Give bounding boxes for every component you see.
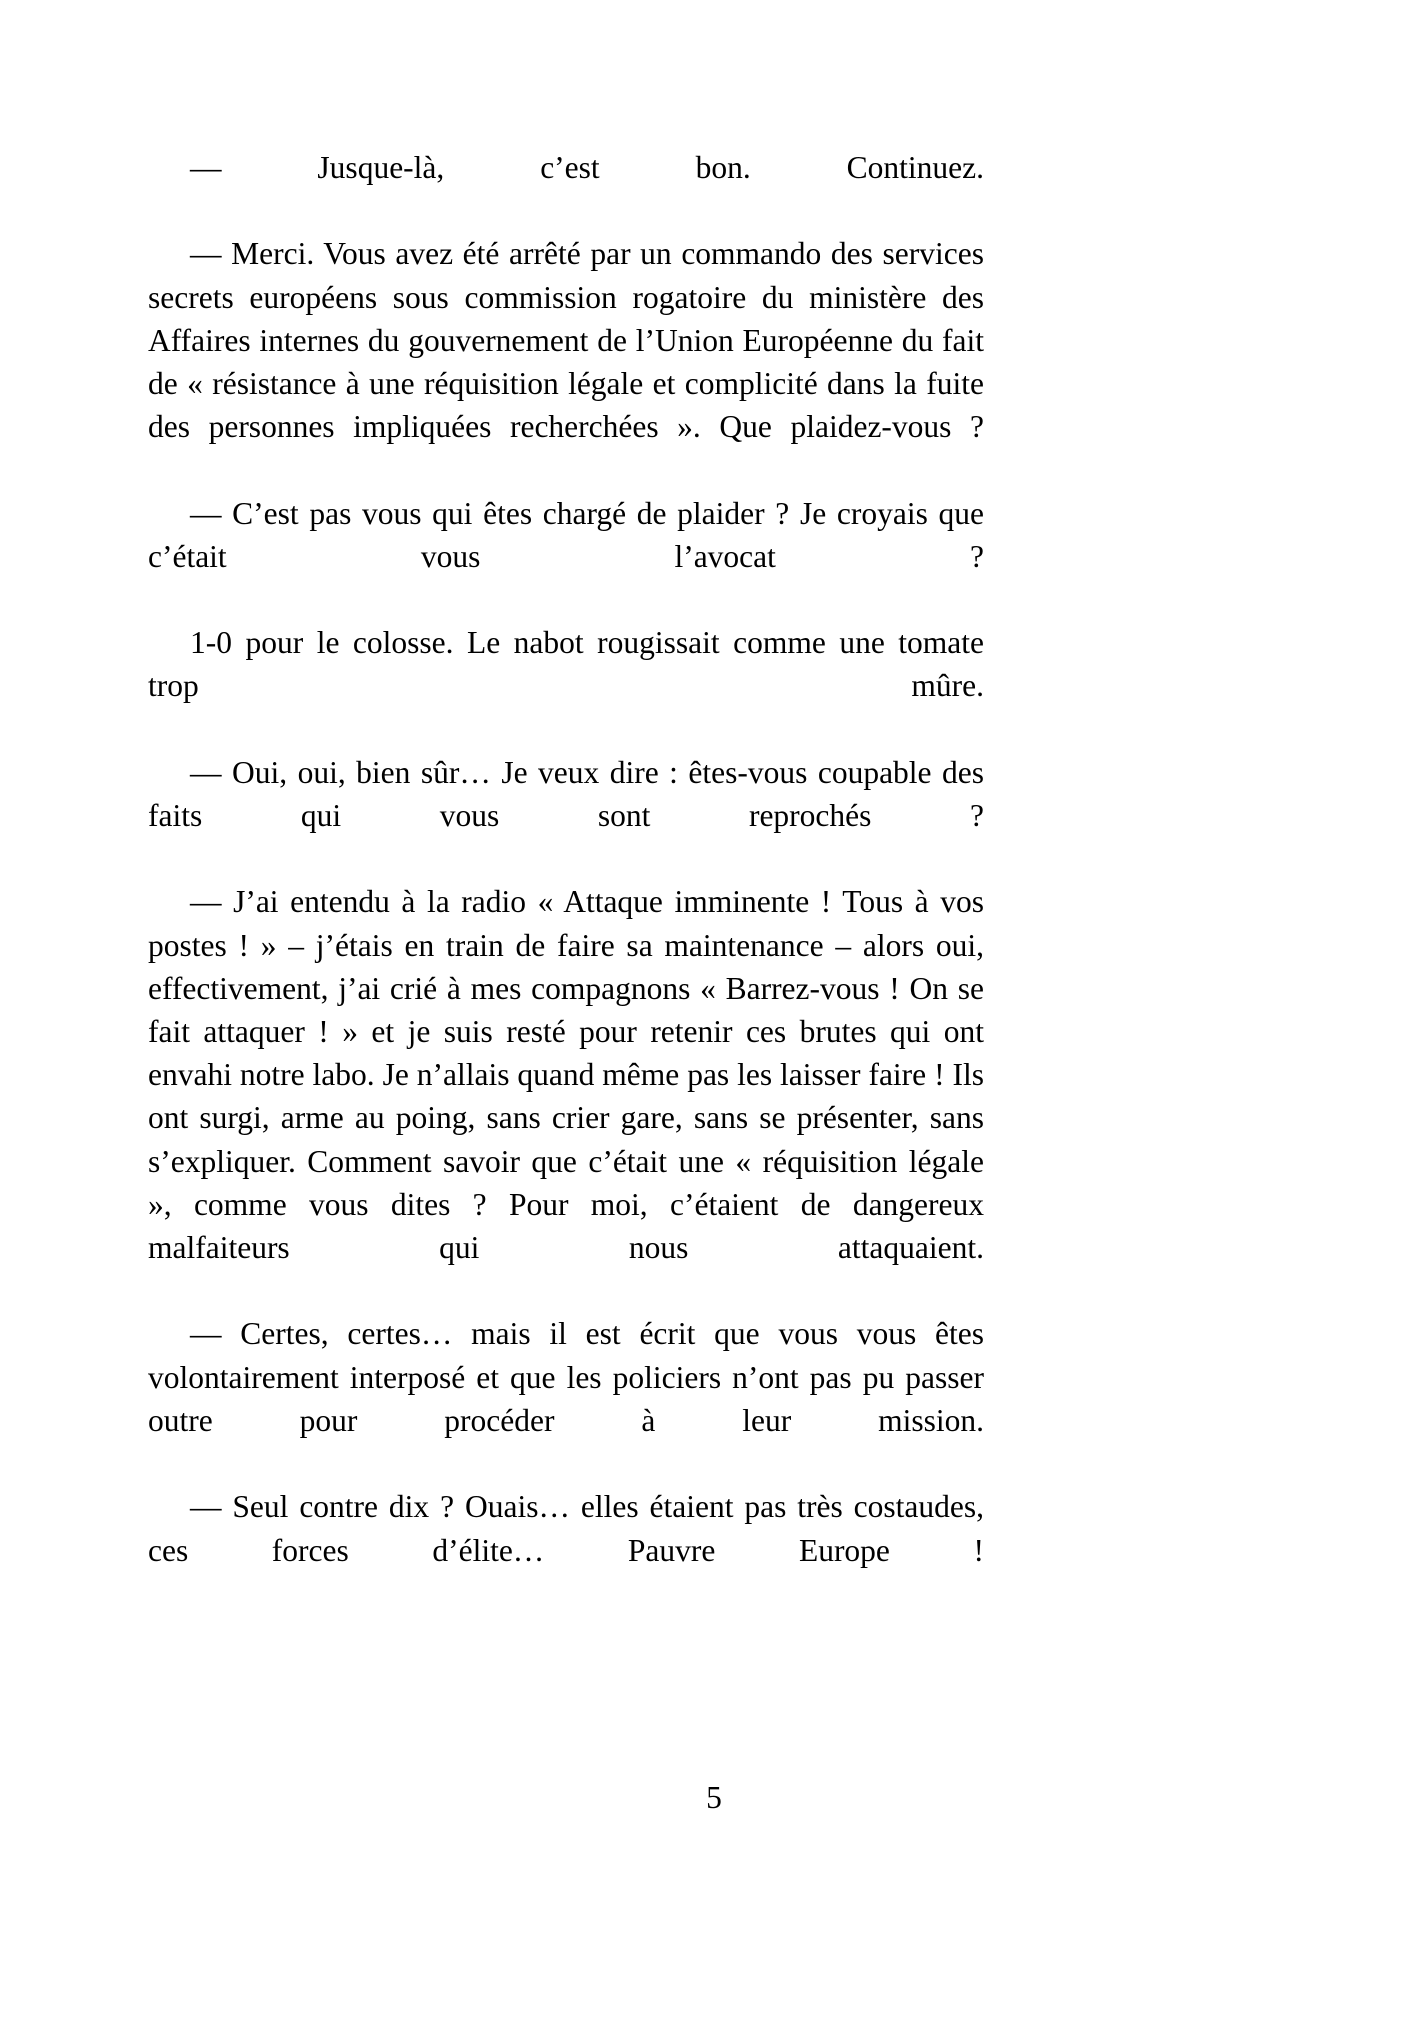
paragraph: — J’ai entendu à la radio « Attaque imminente ! Tous à vos postes ! » – j’étais en train de faire sa maintenance – alors oui, effectivement, j’ai crié à mes compagnons « Barrez-vous ! On se fait attaquer ! » et je suis resté pour retenir ces brutes qui ont envahi notre labo. Je n’allais quand même pas les laisser faire ! Ils ont surgi, arme au poing, sans crier gare, sans se présenter, sans s’expliquer. Comment savoir que c’était une « réquisition légale », comme vous dites ? Pour moi, c’étaient de dangereux malfaiteurs qui nous attaquaient. <box>148 884 984 1266</box>
paragraph: — Merci. Vous avez été arrêté par un commando des services secrets européens sous commission rogatoire du ministère des Affaires internes du gouvernement de l’Union Européenne du fait de « résistance à une réquisition légale et complicité dans la fuite des personnes impliquées recherchées ». Que plaidez-vous ? <box>148 236 984 445</box>
paragraph: 1-0 pour le colosse. Le nabot rougissait comme une tomate trop mûre. <box>148 625 984 704</box>
paragraph: — Seul contre dix ? Ouais… elles étaient pas très costaudes, ces forces d’élite… Pauvre Europe ! <box>148 1489 984 1568</box>
paragraph: — Jusque-là, c’est bon. Continuez. <box>190 150 984 185</box>
page-number: 5 <box>706 1780 722 1815</box>
page-text-block <box>148 146 984 1615</box>
paragraph: — Oui, oui, bien sûr… Je veux dire : êtes-vous coupable des faits qui vous sont reprochés ? <box>148 754 984 834</box>
paragraph: — C’est pas vous qui êtes chargé de plaider ? Je croyais que c’était vous l’avocat ? <box>148 495 984 574</box>
paragraph: — Certes, certes… mais il est écrit que vous vous êtes volontairement interposé et que les policiers n’ont pas pu passer outre pour procéder à leur mission. <box>148 1316 984 1438</box>
